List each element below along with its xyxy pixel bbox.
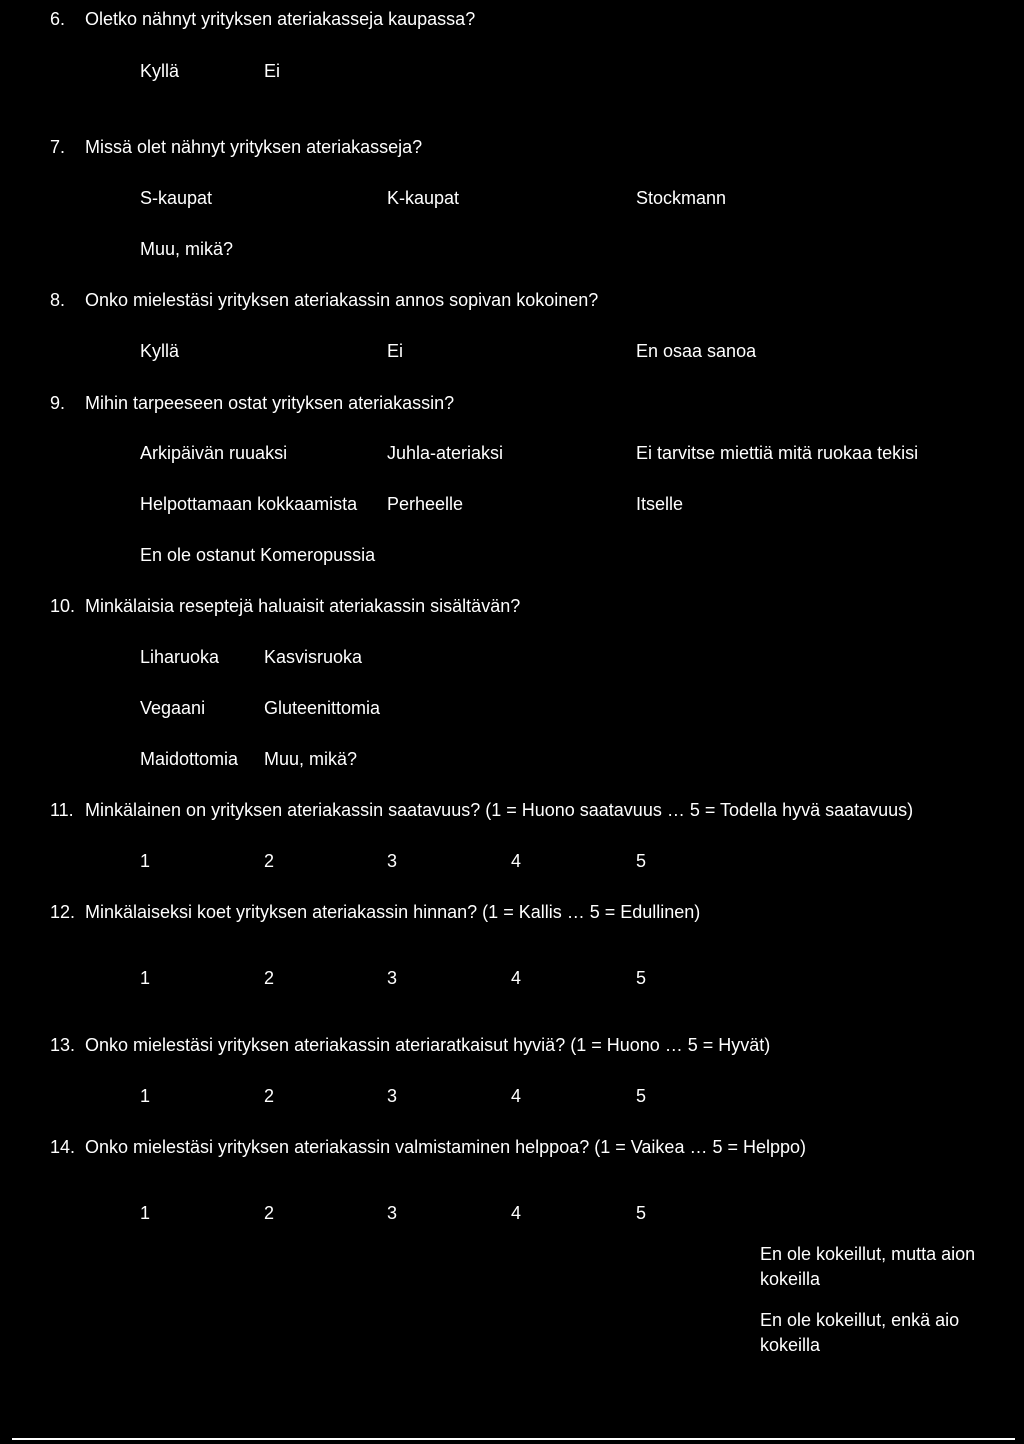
- q10-option-vegaani[interactable]: Vegaani: [140, 698, 206, 718]
- q10-option-muu[interactable]: Muu, mikä?: [264, 749, 358, 769]
- q14-number: 14.: [50, 1137, 76, 1157]
- q12-scale-4[interactable]: 4: [511, 968, 522, 988]
- q7-option-muu[interactable]: Muu, mikä?: [140, 239, 234, 259]
- bottom-divider: [12, 1438, 1015, 1440]
- q14-scale-3[interactable]: 3: [387, 1203, 398, 1223]
- q14-scale-5[interactable]: 5: [636, 1203, 647, 1223]
- q9-option-arkipaivan-ruuaksi[interactable]: Arkipäivän ruuaksi: [140, 443, 288, 463]
- q14-scale-2[interactable]: 2: [264, 1203, 275, 1223]
- q11-scale-5[interactable]: 5: [636, 851, 647, 871]
- q7-option-stockmann[interactable]: Stockmann: [636, 188, 727, 208]
- q13-number: 13.: [50, 1035, 76, 1055]
- q7-option-s-kaupat[interactable]: S-kaupat: [140, 188, 213, 208]
- q9-option-itselle[interactable]: Itselle: [636, 494, 684, 514]
- q11-number: 11.: [50, 800, 74, 820]
- q10-option-gluteenittomia[interactable]: Gluteenittomia: [264, 698, 381, 718]
- q12-scale-5[interactable]: 5: [636, 968, 647, 988]
- q10-question: Minkälaisia reseptejä haluaisit ateriakassin sisältävän?: [85, 596, 521, 616]
- q11-scale-2[interactable]: 2: [264, 851, 275, 871]
- q14-scale-4[interactable]: 4: [511, 1203, 522, 1223]
- q7-option-k-kaupat[interactable]: K-kaupat: [387, 188, 460, 208]
- q14-question: Onko mielestäsi yrityksen ateriakassin valmistaminen helppoa? (1 = Vaikea … 5 = Helppo): [85, 1137, 807, 1157]
- q13-scale-3[interactable]: 3: [387, 1086, 398, 1106]
- q12-scale-1[interactable]: 1: [140, 968, 151, 988]
- q12-question: Minkälaiseksi koet yrityksen ateriakassin hinnan? (1 = Kallis … 5 = Edullinen): [85, 902, 701, 922]
- q10-option-liharuoka[interactable]: Liharuoka: [140, 647, 220, 667]
- q8-option-ei[interactable]: Ei: [387, 341, 404, 361]
- q11-scale-1[interactable]: 1: [140, 851, 151, 871]
- q13-scale-1[interactable]: 1: [140, 1086, 151, 1106]
- q9-option-helpottamaan[interactable]: Helpottamaan kokkaamista: [140, 494, 358, 514]
- q6-question: Oletko nähnyt yrityksen ateriakasseja kaupassa?: [85, 9, 476, 29]
- q12-number: 12.: [50, 902, 76, 922]
- q13-scale-5[interactable]: 5: [636, 1086, 647, 1106]
- q10-number: 10.: [50, 596, 76, 616]
- q14-option-aion-kokeilla[interactable]: En ole kokeillut, mutta aion kokeilla: [760, 1244, 976, 1289]
- q13-scale-2[interactable]: 2: [264, 1086, 275, 1106]
- q14-option-en-aio-kokeilla[interactable]: En ole kokeillut, enkä aio kokeilla: [760, 1310, 960, 1355]
- q8-option-en-osaa-sanoa[interactable]: En osaa sanoa: [636, 341, 757, 361]
- q8-question: Onko mielestäsi yrityksen ateriakassin annos sopivan kokoinen?: [85, 290, 599, 310]
- q11-question: Minkälainen on yrityksen ateriakassin saatavuus? (1 = Huono saatavuus … 5 = Todella hyvä saatavuus): [85, 800, 914, 820]
- q13-scale-4[interactable]: 4: [511, 1086, 522, 1106]
- q14-scale-1[interactable]: 1: [140, 1203, 151, 1223]
- q10-option-maidottomia[interactable]: Maidottomia: [140, 749, 239, 769]
- q13-question: Onko mielestäsi yrityksen ateriakassin ateriaratkaisut hyviä? (1 = Huono … 5 = Hyvät): [85, 1035, 771, 1055]
- q11-scale-3[interactable]: 3: [387, 851, 398, 871]
- q7-question: Missä olet nähnyt yrityksen ateriakasseja?: [85, 137, 423, 157]
- q9-question: Mihin tarpeeseen ostat yrityksen ateriakassin?: [85, 393, 455, 413]
- q8-number: 8.: [50, 290, 66, 310]
- q9-option-juhla-ateriaksi[interactable]: Juhla-ateriaksi: [387, 443, 504, 463]
- q6-option-ei[interactable]: Ei: [264, 61, 281, 81]
- q6-number: 6.: [50, 9, 66, 29]
- q9-option-ei-tarvitse-miettia[interactable]: Ei tarvitse miettiä mitä ruokaa tekisi: [636, 443, 919, 463]
- q11-scale-4[interactable]: 4: [511, 851, 522, 871]
- q10-option-kasvisruoka[interactable]: Kasvisruoka: [264, 647, 363, 667]
- q9-number: 9.: [50, 393, 66, 413]
- q9-option-en-ole-ostanut[interactable]: En ole ostanut Komeropussia: [140, 545, 376, 565]
- q8-option-kylla[interactable]: Kyllä: [140, 341, 180, 361]
- q9-option-perheelle[interactable]: Perheelle: [387, 494, 464, 514]
- q6-option-kylla[interactable]: Kyllä: [140, 61, 180, 81]
- q7-number: 7.: [50, 137, 66, 157]
- q12-scale-3[interactable]: 3: [387, 968, 398, 988]
- q12-scale-2[interactable]: 2: [264, 968, 275, 988]
